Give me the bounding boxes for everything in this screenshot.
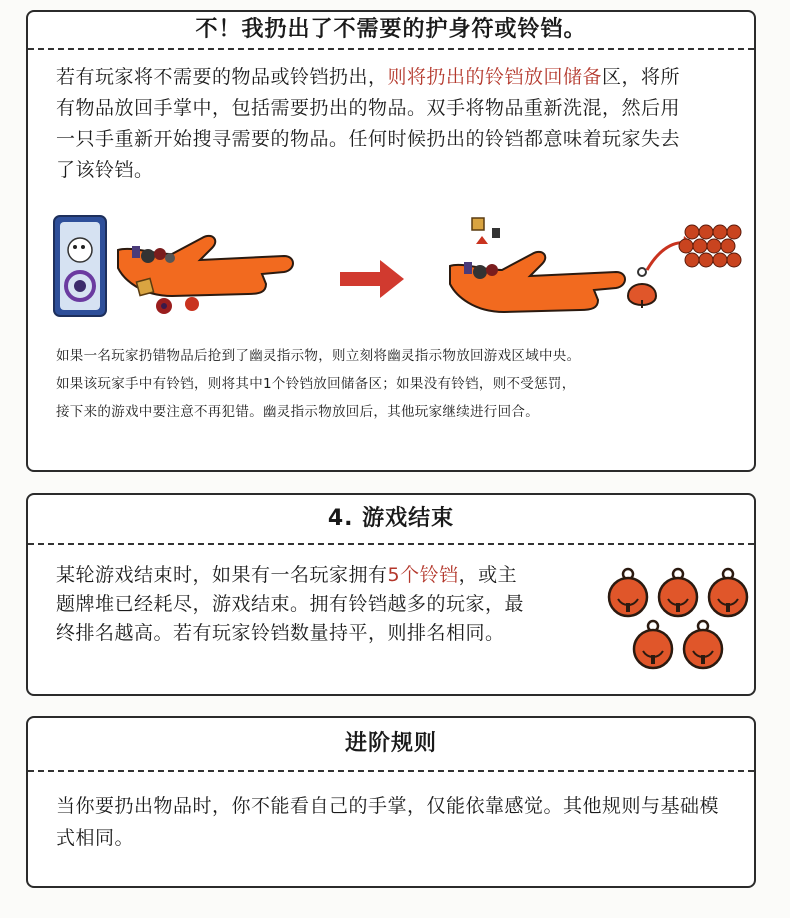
bell-pile-icon: [679, 225, 741, 267]
hand-icon-2: [450, 218, 625, 312]
arrow-right-icon: [340, 260, 404, 298]
bell-icon: [630, 619, 676, 671]
section-advanced-text: 当你要扔出物品时，你不能看自己的手掌，仅能依靠感觉。其他规则与基础模式相同。: [56, 795, 720, 849]
mistake-note-line2: 如果该玩家手中有铃铛，则将其中1个铃铛放回储备区；如果没有铃铛，则不受惩罚，: [56, 376, 576, 392]
bell-icon: [705, 567, 751, 619]
bell-icon: [655, 567, 701, 619]
game-end-text-red: 5个铃铛: [387, 564, 459, 586]
section-mistake-box: [26, 10, 756, 472]
section-game-end-title: 4. 游戏结束: [28, 495, 754, 545]
section-advanced-box: [26, 716, 756, 888]
mistake-text-part2: 区，将所有物品放回手掌中，包括需要扔出的物品。双手将物品重新洗混，然后用一只手重新开始搜寻需要的物品。任何时候扔出的铃铛都意味着玩家失去了该铃铛。: [56, 66, 681, 181]
bell-icon: [605, 567, 651, 619]
section-mistake-text: [28, 50, 724, 186]
game-end-text-part2: ，或主题牌堆已经耗尽，游戏结束。拥有铃铛越多的玩家，最终排名越高。若有玩家铃铛数量持平，则排名相同。: [56, 564, 525, 644]
mistake-note-line1: 如果一名玩家扔错物品后抢到了幽灵指示物，则立刻将幽灵指示物放回游戏区域中央。: [56, 348, 581, 364]
ghost-card-icon: [54, 216, 106, 316]
mistake-text-red: 则将扔出的铃铛放回储备: [387, 66, 603, 88]
mistake-text-part1: 若有玩家将不需要的物品或铃铛扔出，: [56, 66, 388, 88]
section-advanced-title: 进阶规则: [28, 718, 754, 772]
section-mistake-title: 不！我扔出了不需要的护身符或铃铛。: [28, 12, 754, 50]
game-end-text-part1: 某轮游戏结束时，如果有一名玩家拥有: [56, 564, 388, 586]
mistake-illustration: [52, 210, 742, 330]
bell-icon: [680, 619, 726, 671]
section-game-end-box: [26, 493, 756, 696]
bells-group: [583, 567, 753, 687]
mistake-note-line3: 接下来的游戏中要注意不再犯错。幽灵指示物放回后，其他玩家继续进行回合。: [56, 404, 539, 420]
mistake-note: [28, 342, 754, 426]
section-game-end-text: [28, 545, 554, 648]
